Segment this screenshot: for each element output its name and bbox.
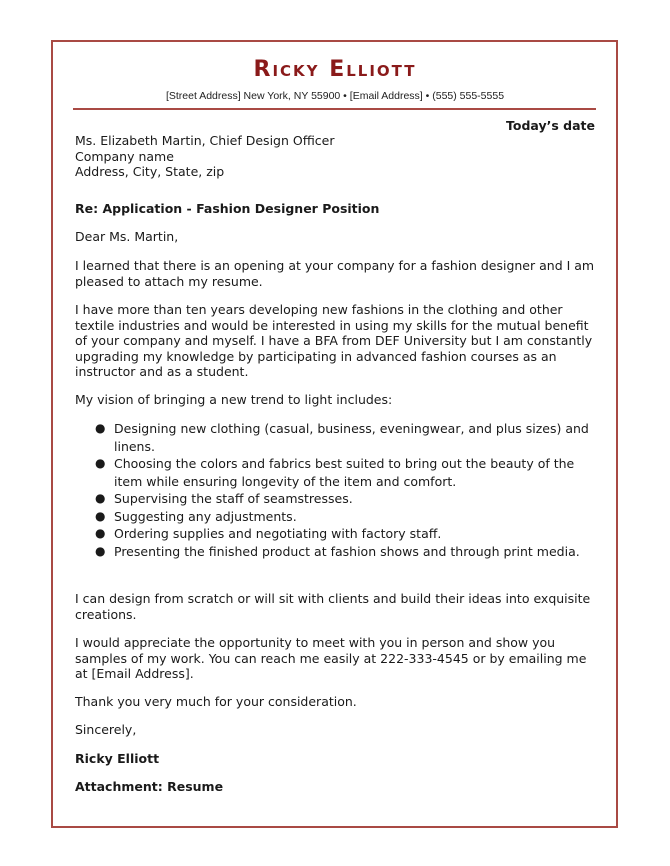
list-item: ● Choosing the colors and fabrics best suited to bring out the beauty of the item while ensuring longevity of the item and comfort. xyxy=(95,456,575,489)
paragraph-experience: I have more than ten years developing new fashions in the clothing and other textile industries and would be interested in using my skills for the mutual benefit of your company and myself. I have a BFA from DEF University but I am constantly upgrading my knowledge by participating in advanced fashion courses as an instructor and as a student. xyxy=(75,302,593,379)
recipient-name-title: Ms. Elizabeth Martin, Chief Design Officer xyxy=(75,133,335,148)
bullet-icon: ● xyxy=(95,543,106,558)
bullet-icon: ● xyxy=(95,456,106,470)
paragraph-thanks: Thank you very much for your consideration. xyxy=(75,694,357,709)
closing: Sincerely, xyxy=(75,722,137,737)
recipient-block xyxy=(75,133,597,180)
bullet-icon: ● xyxy=(95,491,106,505)
attachment-note: Attachment: Resume xyxy=(75,779,224,794)
salutation: Dear Ms. Martin, xyxy=(75,229,179,244)
subject-line: Re: Application - Fashion Designer Position xyxy=(75,201,380,216)
list-item: ● Presenting the finished product at fashion shows and through print media. xyxy=(95,543,580,559)
list-item: ● Suggesting any adjustments. xyxy=(95,508,297,524)
list-item: ● Designing new clothing (casual, business, eveningwear, and plus sizes) and linens. xyxy=(95,421,589,454)
bullet-icon: ● xyxy=(95,526,106,540)
paragraph-contact: I would appreciate the opportunity to meet with you in person and show you samples of my work. You can reach me easily at 222-333-4545 or by emailing me at [Email Address]. xyxy=(75,635,587,681)
letter-date: Today’s date xyxy=(506,118,595,133)
vision-list xyxy=(75,420,597,560)
paragraph-vision-intro: My vision of bringing a new trend to light includes: xyxy=(75,392,393,407)
paragraph-opening: I learned that there is an opening at your company for a fashion designer and I am pleased to attach my resume. xyxy=(75,258,595,289)
recipient-company: Company name xyxy=(75,148,174,164)
bullet-icon: ● xyxy=(95,421,106,435)
sender-name: Ricky Elliott xyxy=(253,57,417,82)
list-item: ● Ordering supplies and negotiating with factory staff. xyxy=(95,526,442,541)
list-item: ● Supervising the staff of seamstresses. xyxy=(95,491,353,506)
header-divider xyxy=(73,108,596,110)
recipient-address: Address, City, State, zip xyxy=(75,164,225,179)
paragraph-design-approach: I can design from scratch or will sit with clients and build their ideas into exquisite creations. xyxy=(75,591,591,622)
sender-contact-line: [Street Address] New York, NY 55900 • [Email Address] • (555) 555-5555 xyxy=(165,90,505,102)
signature-name: Ricky Elliott xyxy=(75,751,160,766)
bullet-icon: ● xyxy=(95,508,106,523)
